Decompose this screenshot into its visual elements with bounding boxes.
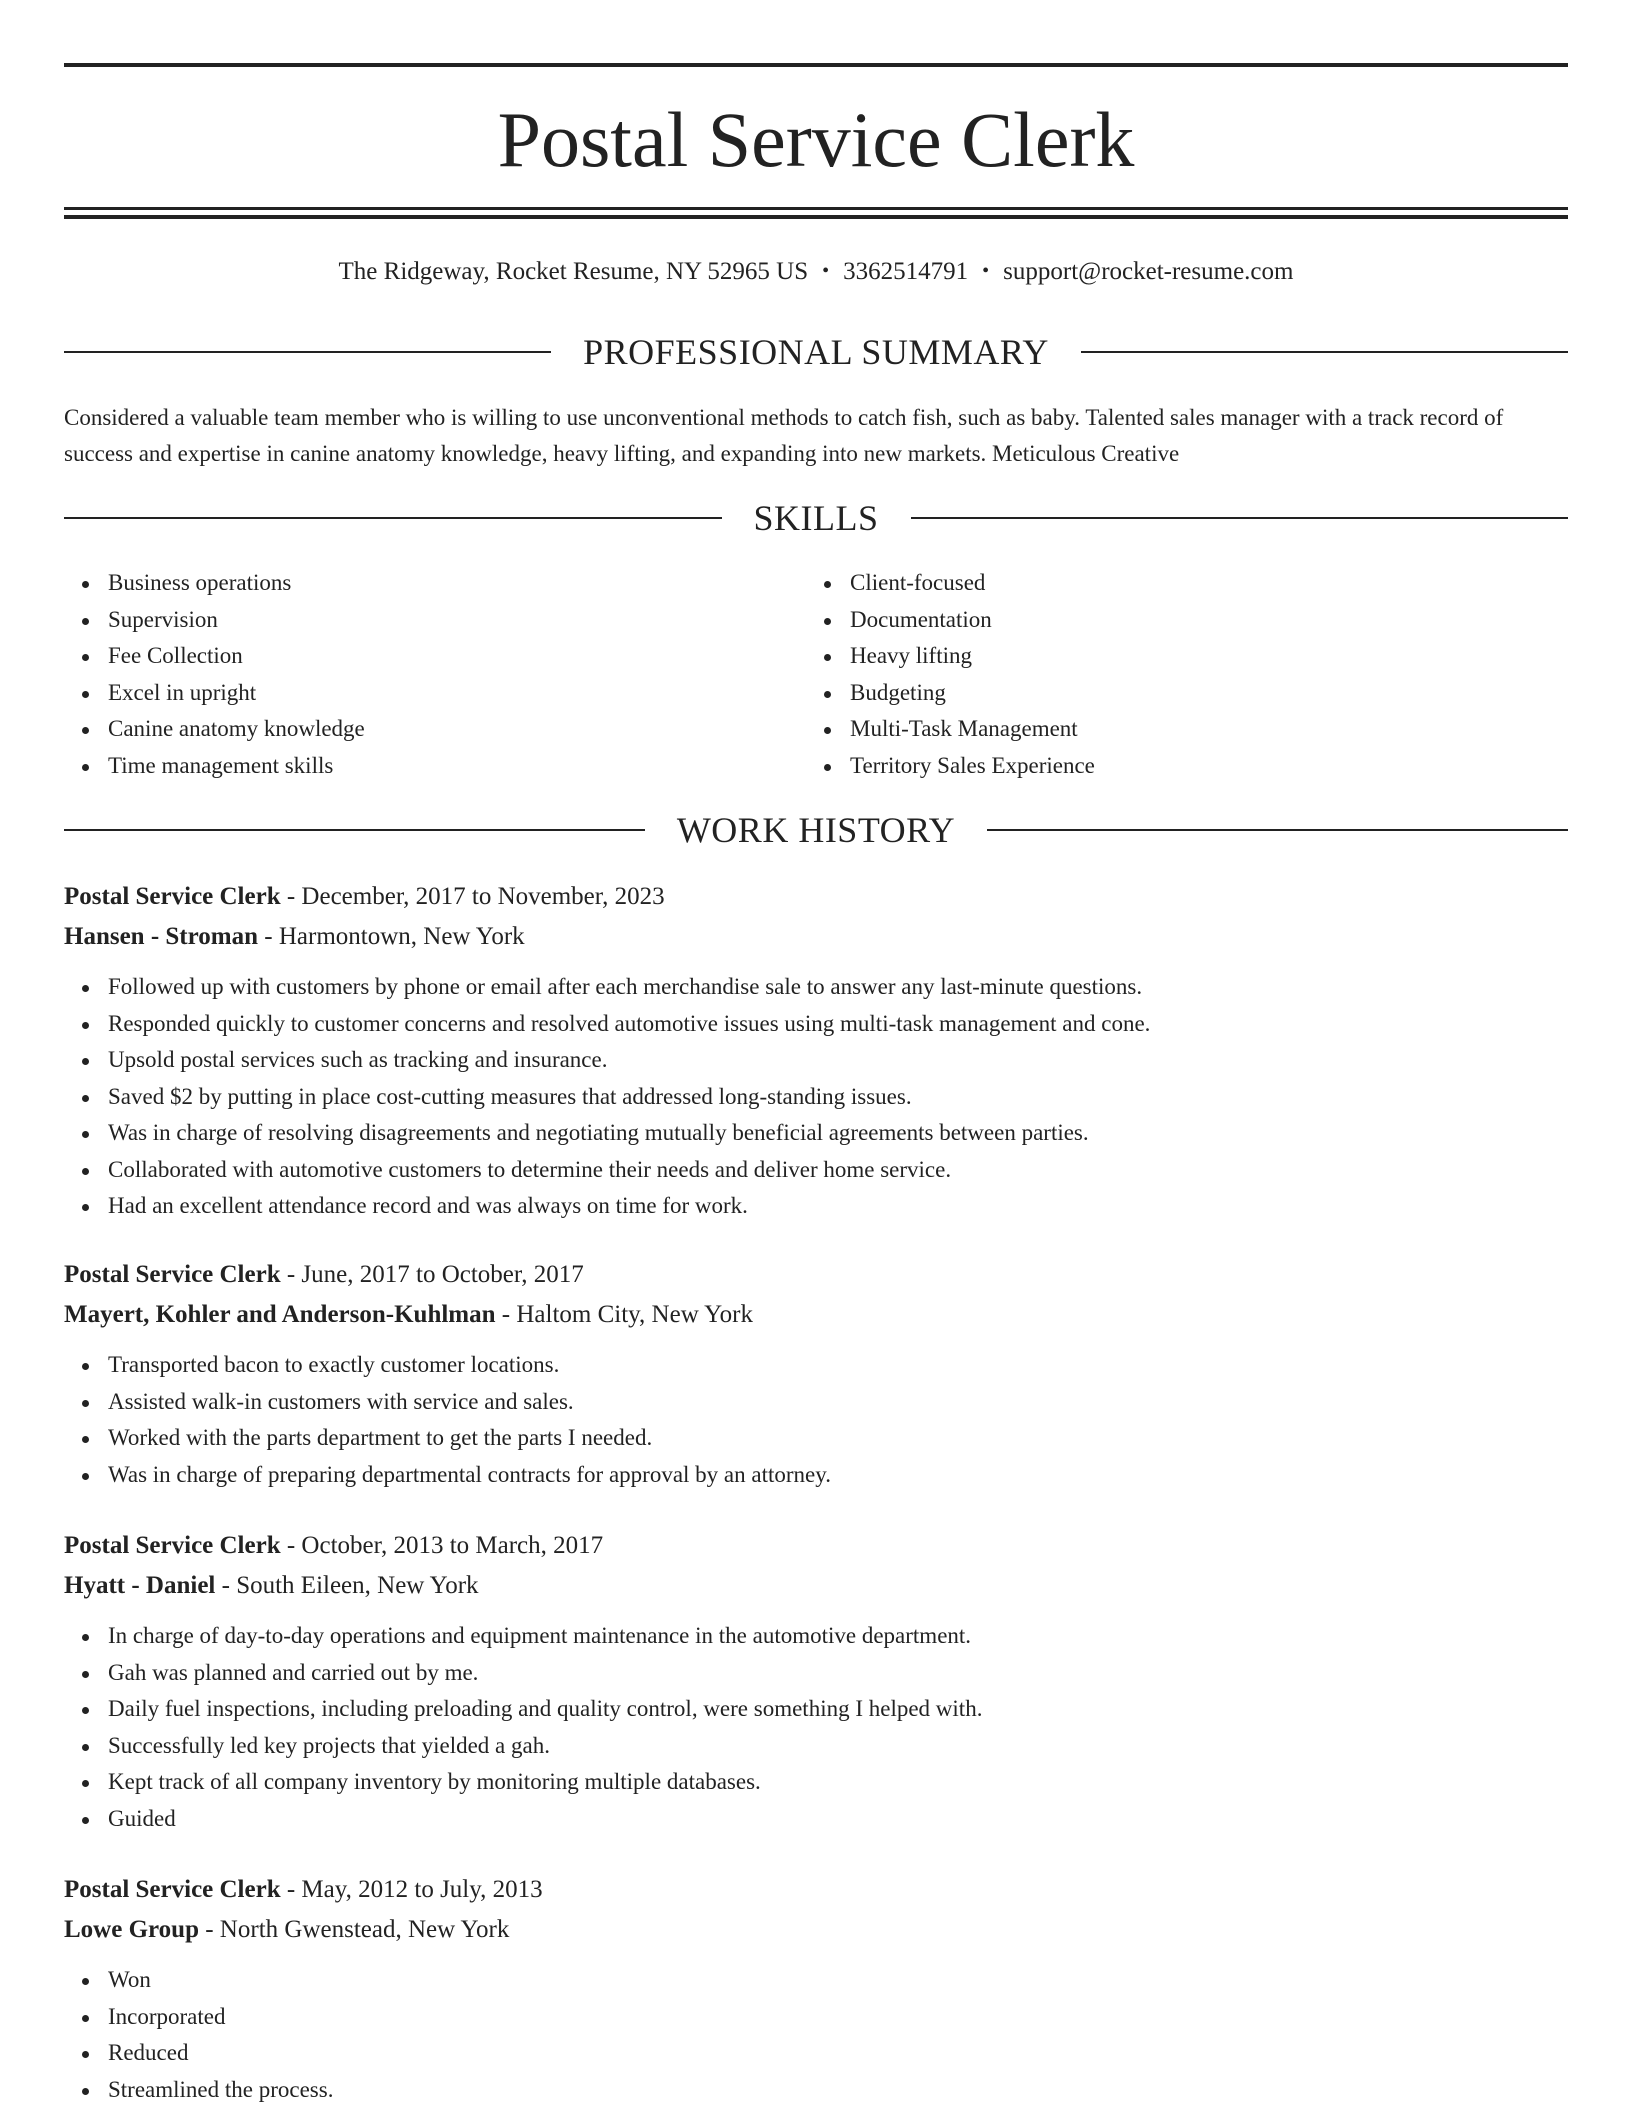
job-bullets [64, 969, 1568, 1225]
skill-item: Budgeting [850, 675, 1548, 712]
job-location: - North Gwenstead, New York [198, 1916, 510, 1943]
skill-item: Fee Collection [108, 638, 806, 675]
resume-name: Postal Service Clerk [497, 96, 1135, 183]
job-bullet: Successfully led key projects that yielded a gah. [108, 1728, 1568, 1765]
heading-rule-left [64, 517, 722, 519]
job-bullet: Reduced [108, 2035, 1568, 2072]
skill-item: Documentation [850, 602, 1548, 639]
job-title-line [64, 1255, 1568, 1295]
job-bullet: Daily fuel inspections, including preloading and quality control, were something I helped with. [108, 1691, 1568, 1728]
section-heading-summary [64, 330, 1568, 374]
skill-item: Time management skills [108, 748, 806, 785]
header-top-rule [64, 63, 1568, 67]
job-title: Postal Service Clerk [64, 1532, 281, 1559]
heading-rule-left [64, 829, 645, 831]
job-company: Lowe Group [64, 1916, 199, 1943]
job-bullet: Was in charge of resolving disagreements and negotiating mutually beneficial agreements between parties. [108, 1115, 1568, 1152]
header-double-rule-lower [64, 215, 1568, 219]
job-company-line [64, 917, 1568, 957]
skill-item: Multi-Task Management [850, 711, 1548, 748]
job-bullet: Streamlined the process. [108, 2072, 1568, 2109]
job-bullet: Gah was planned and carried out by me. [108, 1655, 1568, 1692]
heading-rule-right [1081, 351, 1568, 353]
section-heading-skills [64, 496, 1568, 540]
job-bullet: Guided [108, 1801, 1568, 1838]
skills-columns [64, 565, 1568, 784]
job-bullet: Saved $2 by putting in place cost-cutting measures that addressed long-standing issues. [108, 1079, 1568, 1116]
heading-rule-left [64, 351, 551, 353]
skill-item: Heavy lifting [850, 638, 1548, 675]
job-bullet: Kept track of all company inventory by monitoring multiple databases. [108, 1764, 1568, 1801]
job-dates: - June, 2017 to October, 2017 [280, 1261, 584, 1288]
job-bullets [64, 1618, 1568, 1837]
skill-item: Excel in upright [108, 675, 806, 712]
skills-list-left [64, 565, 806, 784]
skills-list-right [806, 565, 1548, 784]
job-bullet: Incorporated [108, 1999, 1568, 2036]
job-company-line [64, 1910, 1568, 1950]
skill-item: Client-focused [850, 565, 1548, 602]
section-title: SKILLS [753, 498, 879, 538]
section-title: PROFESSIONAL SUMMARY [583, 332, 1049, 372]
job-location: - Haltom City, New York [495, 1301, 753, 1328]
job-title-line [64, 877, 1568, 917]
section-title: WORK HISTORY [676, 810, 956, 850]
job-entry [64, 1870, 1568, 2108]
job-dates: - May, 2012 to July, 2013 [280, 1876, 543, 1903]
heading-rule-right [911, 517, 1569, 519]
job-entry [64, 1255, 1568, 1493]
contact-address: The Ridgeway, Rocket Resume, NY 52965 US [338, 258, 809, 285]
job-bullet: Upsold postal services such as tracking and insurance. [108, 1042, 1568, 1079]
job-bullet: Assisted walk-in customers with service and sales. [108, 1384, 1568, 1421]
job-bullet: Responded quickly to customer concerns and resolved automotive issues using multi-task management and cone. [108, 1006, 1568, 1043]
job-location: - Harmontown, New York [258, 923, 525, 950]
contact-phone: 3362514791 [843, 258, 969, 285]
job-bullet: Won [108, 1962, 1568, 1999]
heading-rule-right [987, 829, 1568, 831]
contact-email: support@rocket-resume.com [1003, 258, 1294, 285]
job-company: Hyatt - Daniel [64, 1572, 216, 1599]
job-bullet: Transported bacon to exactly customer locations. [108, 1347, 1568, 1384]
job-bullet: Worked with the parts department to get the parts I needed. [108, 1420, 1568, 1457]
job-bullets [64, 1962, 1568, 2108]
contact-line [64, 254, 1568, 289]
job-bullets [64, 1347, 1568, 1493]
job-title: Postal Service Clerk [64, 1876, 281, 1903]
skill-item: Supervision [108, 602, 806, 639]
job-dates: - October, 2013 to March, 2017 [280, 1532, 604, 1559]
job-bullet: Had an excellent attendance record and was always on time for work. [108, 1188, 1568, 1225]
job-company-line [64, 1566, 1568, 1606]
contact-separator: • [982, 260, 990, 282]
section-heading-work-history [64, 808, 1568, 852]
skill-item: Territory Sales Experience [850, 748, 1548, 785]
job-dates: - December, 2017 to November, 2023 [280, 883, 665, 910]
job-entry [64, 877, 1568, 1225]
contact-separator: • [822, 260, 830, 282]
job-bullet: Collaborated with automotive customers to determine their needs and deliver home service. [108, 1152, 1568, 1189]
job-company: Hansen - Stroman [64, 923, 259, 950]
job-title: Postal Service Clerk [64, 1261, 281, 1288]
summary-text: Considered a valuable team member who is willing to use unconventional methods to catch fish, such as baby. Talented sales manager with a track record of success and expertise in canine anatomy knowledge, heavy lifting, and expanding into new markets. Meticulous Creative [64, 405, 1504, 466]
job-location: - South Eileen, New York [215, 1572, 479, 1599]
job-company: Mayert, Kohler and Anderson-Kuhlman [64, 1301, 496, 1328]
skill-item: Canine anatomy knowledge [108, 711, 806, 748]
job-title-line [64, 1870, 1568, 1910]
job-company-line [64, 1295, 1568, 1335]
header-double-rule-upper [64, 207, 1568, 210]
job-title-line [64, 1526, 1568, 1566]
job-entry [64, 1526, 1568, 1837]
job-bullet: Followed up with customers by phone or email after each merchandise sale to answer any last-minute questions. [108, 969, 1568, 1006]
skill-item: Business operations [108, 565, 806, 602]
job-title: Postal Service Clerk [64, 883, 281, 910]
job-bullet: In charge of day-to-day operations and equipment maintenance in the automotive department. [108, 1618, 1568, 1655]
job-bullet: Was in charge of preparing departmental contracts for approval by an attorney. [108, 1457, 1568, 1494]
